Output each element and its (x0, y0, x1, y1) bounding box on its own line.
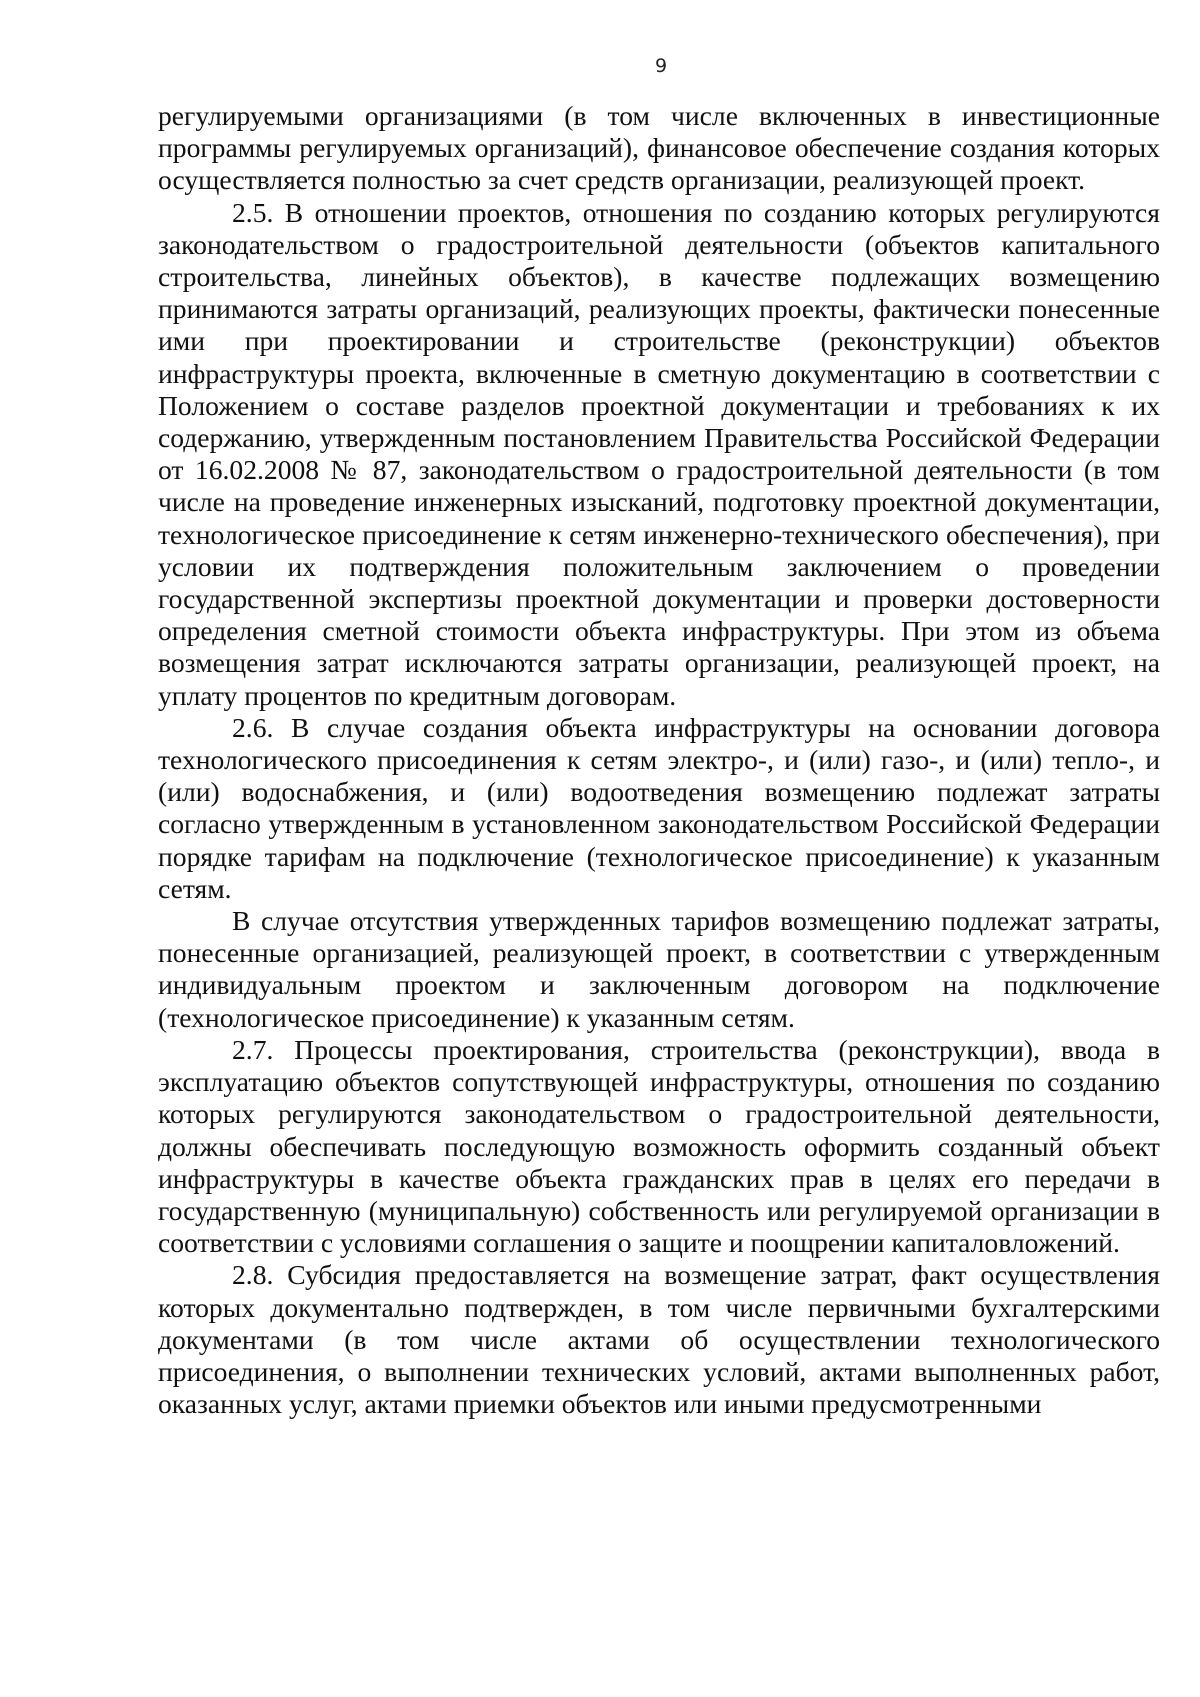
paragraph-2-6-tariffs: В случае отсутствия утвержденных тарифов возмещению подлежат затраты, понесенные организацией, реализующей проект, в соответствии с утвержденным индивидуальным проектом и заключенным договором на подключение (технологическое присоединение) к указанным сетям. (158, 905, 1160, 1033)
paragraph-2-6: 2.6. В случае создания объекта инфраструктуры на основании договора технологического присоединения к сетям электро-, и (или) газо-, и (или) тепло-, и (или) водоснабжения, и (или) водоотведения возмещению подлежат затраты согласно утвержденным в установленном законодательством Российской Федерации порядке тарифам на подключение (технологическое присоединение) к указанным сетям. (158, 711, 1160, 904)
document-body (158, 100, 1160, 1420)
paragraph-2-8: 2.8. Субсидия предоставляется на возмещение затрат, факт осуществления которых документально подтвержден, в том числе первичными бухгалтерскими документами (в том числе актами об осуществлении технологического присоединения, о выполнении технических условий, актами выполненных работ, оказанных услуг, актами приемки объектов или иными предусмотренными (158, 1259, 1160, 1420)
page-number: 9 (654, 55, 668, 77)
paragraph-2-5: 2.5. В отношении проектов, отношения по созданию которых регулируются законодательством о градостроительной деятельности (объектов капитального строительства, линейных объектов), в качестве подлежащих возмещению принимаются затраты организаций, реализующих проекты, фактически понесенные ими при проектировании и строительстве (реконструкции) объектов инфраструктуры проекта, включенные в сметную документацию в соответствии с Положением о составе разделов проектной документации и требованиях к их содержанию, утвержденным постановлением Правительства Российской Федерации от 16.02.2008 № 87, законодательством о градостроительной деятельности (в том числе на проведение инженерных изысканий, подготовку проектной документации, технологическое присоединение к сетям инженерно-технического обеспечения), при условии их подтверждения положительным заключением о проведении государственной экспертизы проектной документации и проверки достоверности определения сметной стоимости объекта инфраструктуры. При этом из объема возмещения затрат исключаются затраты организации, реализующей проект, на уплату процентов по кредитным договорам. (158, 196, 1160, 711)
paragraph-continuation: регулируемыми организациями (в том числе включенных в инвестиционные программы регулируемых организаций), финансовое обеспечение создания которых осуществляется полностью за счет средств организации, реализующей проект. (158, 100, 1160, 196)
paragraph-2-7: 2.7. Процессы проектирования, строительства (реконструкции), ввода в эксплуатацию объектов сопутствующей инфраструктуры, отношения по созданию которых регулируются законодательством о градостроительной деятельности, должны обеспечивать последующую возможность оформить созданный объект инфраструктуры в качестве объекта гражданских прав в целях его передачи в государственную (муниципальную) собственность или регулируемой организации в соответствии с условиями соглашения о защите и поощрении капиталовложений. (158, 1033, 1160, 1259)
